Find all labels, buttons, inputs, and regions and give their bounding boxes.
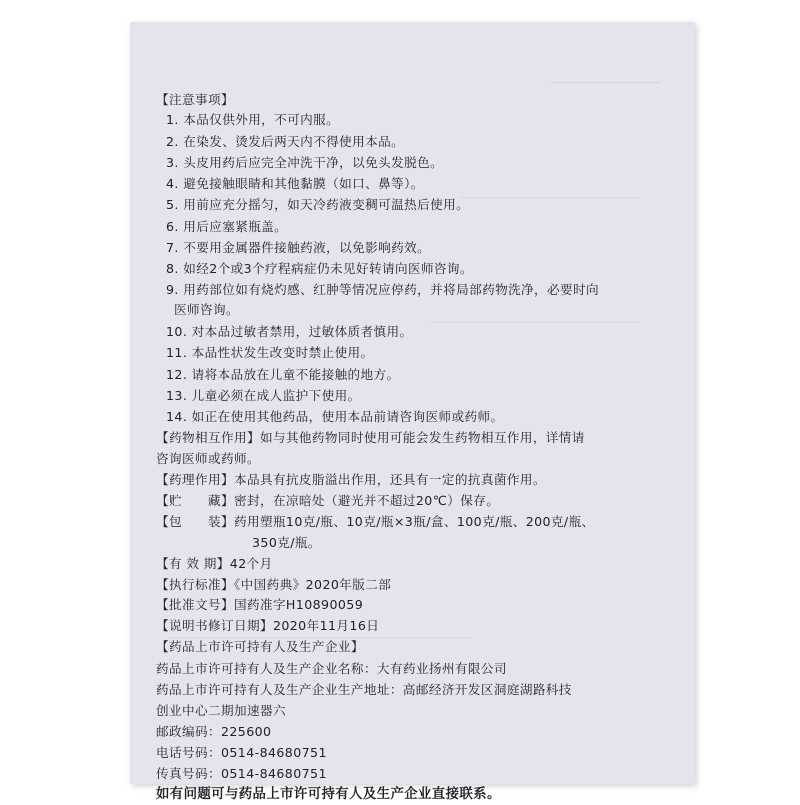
precaution-item: 14. 如正在使用其他药品，使用本品前请咨询医师或药师。 [166, 409, 504, 424]
precaution-item: 7. 不要用金属器件接触药液，以免影响药效。 [166, 240, 431, 255]
precaution-item: 12. 请将本品放在儿童不能接触的地方。 [166, 367, 400, 382]
precaution-item: 13. 儿童必须在成人监护下使用。 [166, 388, 361, 403]
holder-address: 药品上市许可持有人及生产企业生产地址：高邮经济开发区洞庭湖路科技 [156, 682, 572, 697]
precaution-item-continued: 医师咨询。 [174, 302, 239, 317]
packaging: 【包 装】药用塑瓶10克/瓶、10克/瓶×3瓶/盒、100克/瓶、200克/瓶、 [156, 514, 595, 529]
precaution-item: 9. 用药部位如有烧灼感、红肿等情况应停药，并将局部药物洗净，必要时向 [166, 282, 600, 297]
postcode: 邮政编码：225600 [156, 724, 272, 739]
fax: 传真号码：0514-84680751 [156, 766, 327, 781]
precaution-item: 8. 如经2个或3个疗程病症仍未见好转请向医师咨询。 [166, 261, 473, 276]
precaution-item: 2. 在染发、烫发后两天内不得使用本品。 [166, 134, 405, 149]
precaution-item: 6. 用后应塞紧瓶盖。 [166, 219, 288, 234]
packaging-continued: 350克/瓶。 [252, 535, 321, 550]
section-title: 【注意事项】 [156, 92, 234, 107]
holder-address-continued: 创业中心二期加速器六 [156, 703, 286, 718]
footer-notice: 如有问题可与药品上市许可持有人及生产企业直接联系。 [156, 787, 501, 802]
precaution-item: 10. 对本品过敏者禁用，过敏体质者慎用。 [166, 324, 413, 339]
storage: 【贮 藏】密封，在凉暗处（避光并不超过20℃）保存。 [156, 493, 500, 508]
phone: 电话号码：0514-84680751 [156, 745, 327, 760]
standard: 【执行标准】《中国药典》2020年版二部 [156, 577, 392, 592]
approval-number: 【批准文号】国药准字H10890059 [156, 597, 364, 612]
revision-date: 【说明书修订日期】2020年11月16日 [156, 618, 380, 633]
precaution-item: 11. 本品性状发生改变时禁止使用。 [166, 345, 374, 360]
leaflet-sheet [130, 22, 695, 802]
validity: 【有 效 期】42个月 [156, 556, 273, 571]
holder-name: 药品上市许可持有人及生产企业名称：大有药业扬州有限公司 [156, 661, 507, 676]
drug-interactions: 【药物相互作用】如与其他药物同时使用可能会发生药物相互作用，详情请 [156, 430, 585, 445]
precaution-item: 3. 头皮用药后应完全冲洗干净，以免头发脱色。 [166, 155, 444, 170]
drug-interactions-continued: 咨询医师或药师。 [156, 451, 260, 466]
precaution-item: 1. 本品仅供外用，不可内服。 [166, 112, 340, 127]
holder-title: 【药品上市许可持有人及生产企业】 [156, 639, 364, 654]
precaution-item: 5. 用前应充分摇匀，如天冷药液变稠可温热后使用。 [166, 197, 470, 212]
pharmacology: 【药理作用】本品具有抗皮脂溢出作用，还具有一定的抗真菌作用。 [156, 472, 546, 487]
precaution-item: 4. 避免接触眼睛和其他黏膜（如口、鼻等）。 [166, 176, 424, 191]
